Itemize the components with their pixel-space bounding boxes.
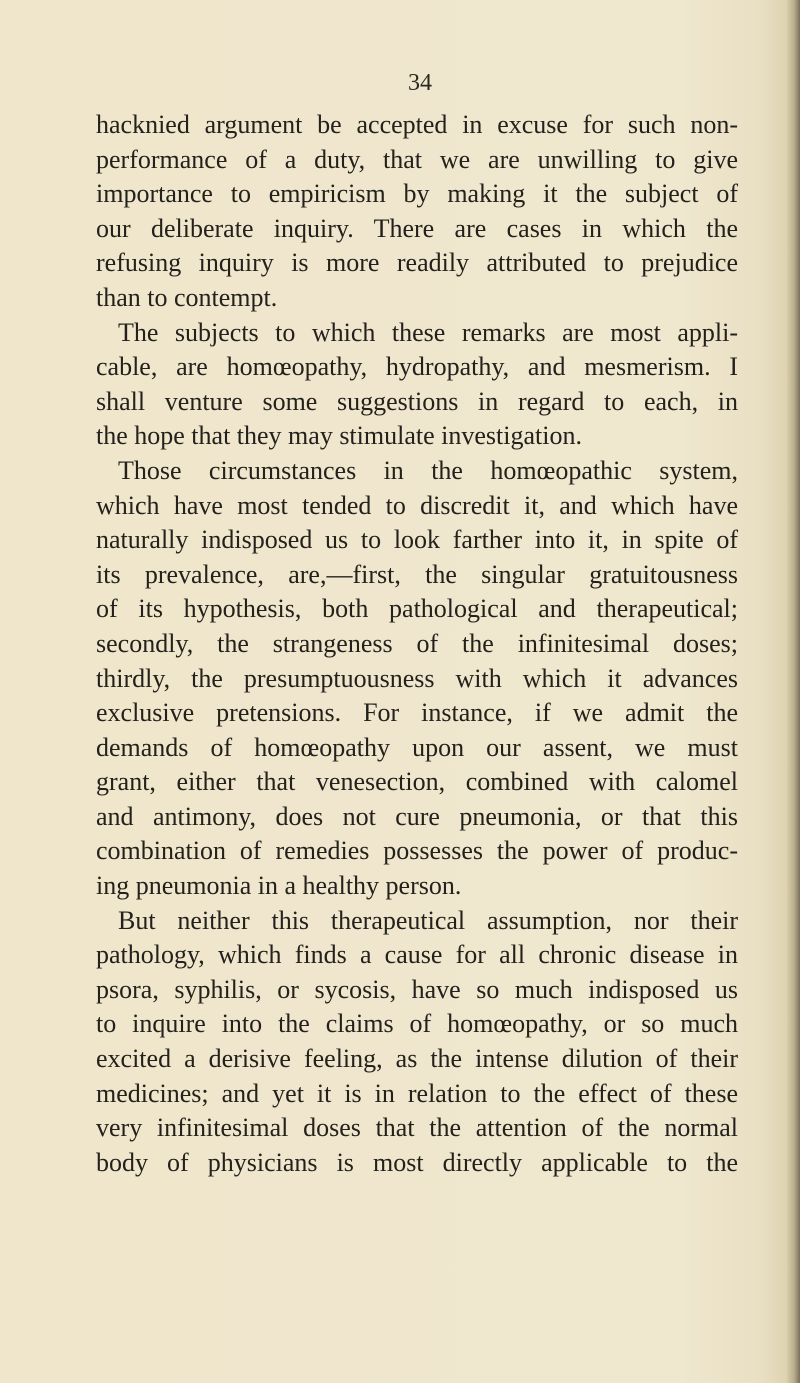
text-line: naturally indisposed us to look farther into it, in spite of: [96, 525, 738, 555]
text-line: performance of a duty, that we are unwilling to give: [96, 144, 738, 174]
text-line: medicines; and yet it is in relation to the effect of these: [96, 1078, 738, 1108]
text-line: exclusive pretensions. For instance, if we admit the: [96, 698, 738, 728]
text-line: psora, syphilis, or sycosis, have so much indisposed us: [96, 974, 738, 1004]
text-line: cable, are homœopathy, hydropathy, and mesmerism. I: [96, 352, 738, 382]
text-line: the hope that they may stimulate investigation.: [96, 421, 582, 451]
text-line: hacknied argument be accepted in excuse for such non-: [96, 110, 738, 139]
text-line: refusing inquiry is more readily attributed to prejudice: [96, 248, 738, 278]
text-line: to inquire into the claims of homœopathy, or so much: [96, 1009, 738, 1039]
text-line: its prevalence, are,—first, the singular gratuitousness: [96, 559, 738, 589]
page-edge-shadow: [786, 0, 800, 1383]
text-line: importance to empiricism by making it the subject of: [96, 179, 738, 209]
text-line: ing pneumonia in a healthy person.: [96, 871, 462, 901]
text-line: our deliberate inquiry. There are cases in which the: [96, 213, 738, 243]
text-line: than to contempt.: [96, 282, 278, 312]
text-line: body of physicians is most directly applicable to the: [96, 1147, 738, 1177]
text-line: Those circumstances in the homœopathic system,: [118, 455, 738, 485]
body-text: [96, 108, 738, 1180]
text-line: excited a derisive feeling, as the intense dilution of their: [96, 1044, 738, 1074]
text-line: of its hypothesis, both pathological and therapeutical;: [96, 594, 738, 624]
text-line: shall venture some suggestions in regard to each, in: [96, 386, 738, 416]
text-line: demands of homœopathy upon our assent, we must: [96, 732, 738, 762]
text-line: The subjects to which these remarks are most appli-: [118, 317, 738, 347]
text-line: combination of remedies possesses the power of produc-: [96, 836, 738, 866]
text-line: pathology, which finds a cause for all chronic disease in: [96, 940, 738, 970]
text-line: very infinitesimal doses that the attention of the normal: [96, 1113, 738, 1143]
text-line: and antimony, does not cure pneumonia, or that this: [96, 801, 738, 831]
text-line: which have most tended to discredit it, and which have: [96, 490, 738, 520]
text-line: grant, either that venesection, combined with calomel: [96, 767, 738, 797]
text-line: thirdly, the presumptuousness with which it advances: [96, 663, 738, 693]
text-line: secondly, the strangeness of the infinitesimal doses;: [96, 628, 738, 658]
text-line: But neither this therapeutical assumption, nor their: [118, 905, 738, 935]
page-number: 34: [408, 70, 432, 96]
